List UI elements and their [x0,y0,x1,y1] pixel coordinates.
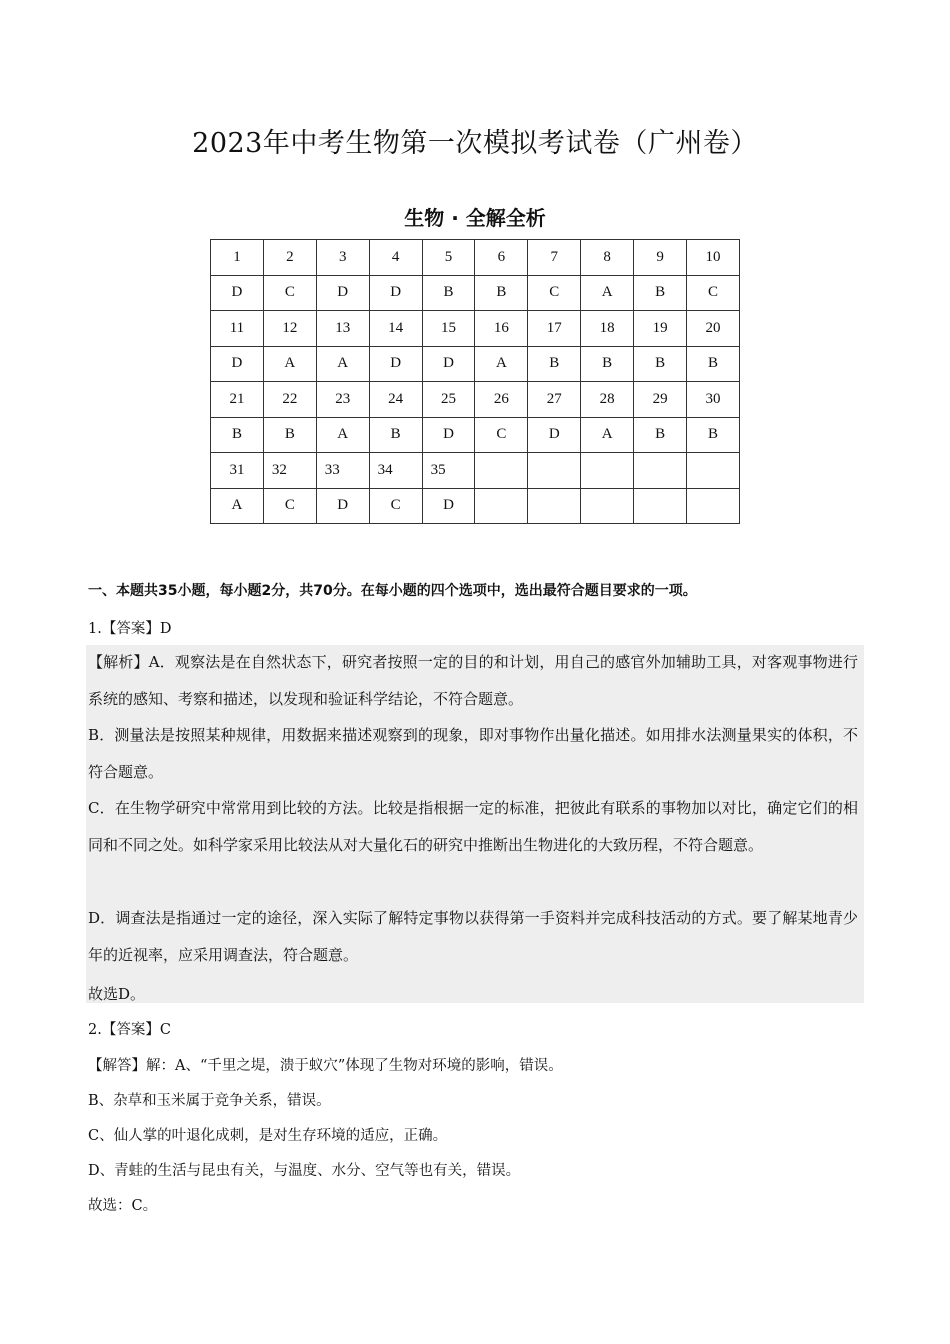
answer-table-cell: A [316,417,369,453]
q2-answer-line: 2.【答案】C [88,1022,171,1038]
answer-table [210,239,740,524]
q2-line-2: B、杂草和玉米属于竞争关系，错误。 [88,1093,331,1109]
answer-table-cell: 10 [687,240,740,276]
answer-table-cell: B [369,417,422,453]
answer-table-cell: C [369,488,422,524]
answer-table-cell: 13 [316,311,369,347]
answer-table-cell: 29 [634,382,687,418]
answer-table-cell: D [211,275,264,311]
answer-table-cell: B [687,417,740,453]
answer-table-row [211,417,740,453]
answer-table-row [211,382,740,418]
answer-table-cell [581,453,634,489]
answer-table-row [211,240,740,276]
answer-table-cell [581,488,634,524]
answer-table-cell: 30 [687,382,740,418]
answer-table-cell: C [475,417,528,453]
answer-table-cell: 2 [263,240,316,276]
answer-table-cell: C [263,275,316,311]
answer-table-cell: C [687,275,740,311]
answer-table-cell: D [316,275,369,311]
q1-answer-line: 1.【答案】D [88,621,172,637]
section-heading: 一、本题共35小题，每小题2分，共70分。在每小题的四个选项中，选出最符合题目要求的一项。 [88,583,697,599]
answer-table-cell: 26 [475,382,528,418]
answer-table-cell: B [475,275,528,311]
answer-table-cell: D [422,346,475,382]
answer-table-cell: B [263,417,316,453]
answer-table-cell: 15 [422,311,475,347]
answer-table-cell: 12 [263,311,316,347]
answer-table-cell: B [634,346,687,382]
answer-table-row [211,311,740,347]
answer-table-cell: A [316,346,369,382]
answer-table-cell [528,453,581,489]
answer-table-cell: B [634,275,687,311]
answer-table-cell: 35 [422,453,475,489]
answer-table-cell: A [475,346,528,382]
page-subtitle: 生物 · 全解全析 [404,206,546,230]
answer-table-row [211,488,740,524]
answer-table-cell: D [316,488,369,524]
answer-table-row [211,453,740,489]
answer-table-cell: 16 [475,311,528,347]
answer-table-cell: 23 [316,382,369,418]
answer-table-row [211,346,740,382]
answer-table-cell: A [581,417,634,453]
answer-table-cell: 28 [581,382,634,418]
answer-table-cell: 22 [263,382,316,418]
answer-table-cell: 17 [528,311,581,347]
answer-table-cell: D [422,417,475,453]
answer-table-cell: 6 [475,240,528,276]
answer-table-cell: 19 [634,311,687,347]
answer-table-cell: D [422,488,475,524]
q2-line-3: C、仙人掌的叶退化成刺，是对生存环境的适应，正确。 [88,1128,448,1144]
answer-table-cell: B [211,417,264,453]
answer-table-cell: 14 [369,311,422,347]
answer-table-cell: 27 [528,382,581,418]
answer-table-cell: 9 [634,240,687,276]
answer-table-cell: C [528,275,581,311]
answer-table-cell [475,488,528,524]
answer-table-cell: D [369,346,422,382]
answer-table-cell: 3 [316,240,369,276]
answer-table-cell [634,488,687,524]
answer-table-cell: D [528,417,581,453]
answer-table-cell [475,453,528,489]
answer-table-cell: 25 [422,382,475,418]
answer-table-cell: 18 [581,311,634,347]
answer-table-row [211,275,740,311]
answer-table-cell: 31 [211,453,264,489]
answer-table-cell: 32 [263,453,316,489]
answer-table-cell: B [687,346,740,382]
answer-table-cell: 8 [581,240,634,276]
q1-analysis-b: B．测量法是按照某种规律，用数据来描述观察到的现象，即对事物作出量化描述。如用排水法测量果实的体积，不符合题意。 [88,726,858,781]
answer-table-cell [528,488,581,524]
answer-table-cell: 4 [369,240,422,276]
page-title: 2023年中考生物第一次模拟考试卷（广州卷） [192,128,758,159]
answer-table-cell: A [581,275,634,311]
answer-table-cell: 1 [211,240,264,276]
answer-table-cell: 11 [211,311,264,347]
answer-table-cell: B [634,417,687,453]
answer-table-cell: 34 [369,453,422,489]
q1-analysis-c: C．在生物学研究中常常用到比较的方法。比较是指根据一定的标准，把彼此有联系的事物加以对比，确定它们的相同和不同之处。如科学家采用比较法从对大量化石的研究中推断出生物进化的大致历程，不符合题意。 [88,799,858,854]
q2-line-1: 【解答】解：A、“千里之堤，溃于蚁穴”体现了生物对环境的影响，错误。 [88,1058,563,1074]
answer-table-cell: 5 [422,240,475,276]
q2-line-5: 故选：C。 [88,1198,158,1214]
answer-table-cell: B [581,346,634,382]
answer-table-cell: A [211,488,264,524]
answer-table-cell: 24 [369,382,422,418]
answer-table-cell: 20 [687,311,740,347]
answer-table-cell: B [422,275,475,311]
answer-table-cell: 7 [528,240,581,276]
answer-table-cell: B [528,346,581,382]
answer-table-cell: 21 [211,382,264,418]
q1-analysis-a: 【解析】A．观察法是在自然状态下，研究者按照一定的目的和计划，用自己的感官外加辅助工具，对客观事物进行系统的感知、考察和描述，以发现和验证科学结论，不符合题意。 [88,653,858,708]
answer-table-cell [687,488,740,524]
answer-table-cell: A [263,346,316,382]
q2-line-4: D、青蛙的生活与昆虫有关，与温度、水分、空气等也有关，错误。 [88,1163,521,1179]
answer-table-cell: C [263,488,316,524]
answer-table-cell: D [369,275,422,311]
answer-table-cell [687,453,740,489]
q1-conclusion: 故选D。 [88,985,146,1003]
answer-table-cell [634,453,687,489]
answer-table-cell: D [211,346,264,382]
answer-table-cell: 33 [316,453,369,489]
q1-analysis-d: D．调查法是指通过一定的途径，深入实际了解特定事物以获得第一手资料并完成科技活动的方式。要了解某地青少年的近视率，应采用调查法，符合题意。 [88,909,858,964]
